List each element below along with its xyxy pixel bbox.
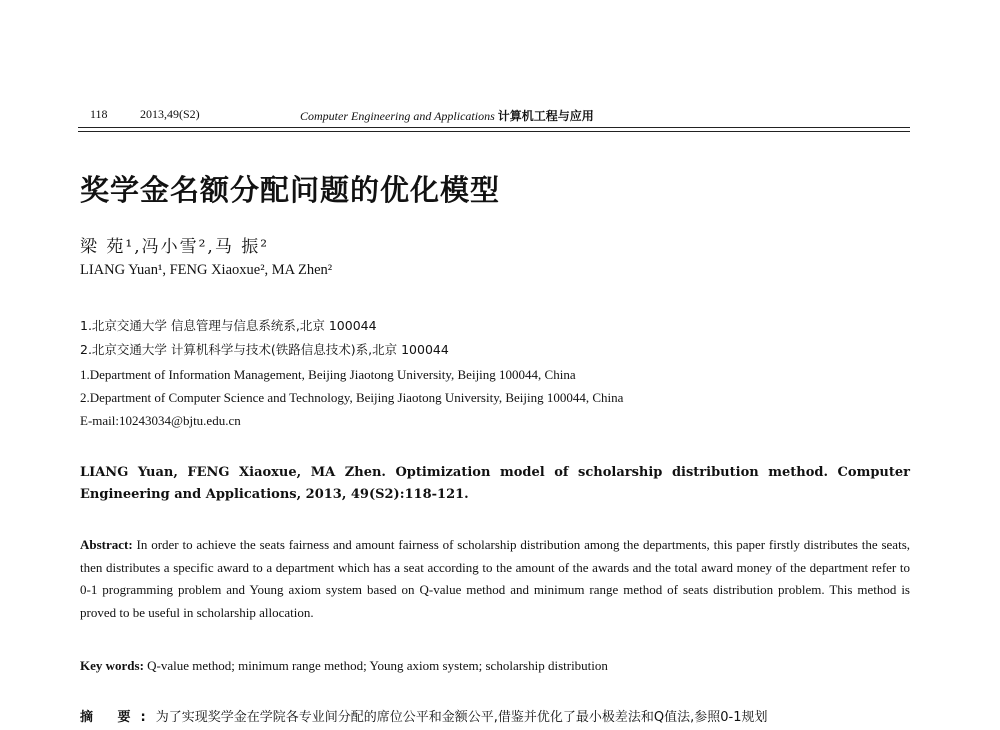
abstract-cn-label: 摘 要:: [80, 710, 156, 725]
affiliation-1-cn: 1.北京交通大学 信息管理与信息系统系,北京 100044: [80, 318, 377, 333]
abstract-cn-text: 为了实现奖学金在学院各专业间分配的席位公平和金额公平,借鉴并优化了最小极差法和Q值法,参照0-1规划: [155, 710, 768, 725]
authors-chinese: 梁 苑¹,冯小雪²,马 振²: [80, 237, 270, 257]
journal-name-en: Computer Engineering and Applications: [300, 109, 495, 123]
journal-name: [300, 107, 594, 124]
affiliation-2-en: 2.Department of Computer Science and Technology, Beijing Jiaotong University, Beijing 100044, China: [80, 390, 624, 405]
keywords-label: Key words:: [80, 658, 144, 673]
affiliation-2-cn: 2.北京交通大学 计算机科学与技术(铁路信息技术)系,北京 100044: [80, 342, 449, 357]
abstract-label: Abstract:: [80, 537, 133, 552]
header-rule-thin: [78, 127, 910, 128]
keywords-text: Q-value method; minimum range method; Young axiom system; scholarship distribution: [147, 658, 608, 673]
abstract-chinese: [80, 706, 940, 725]
abstract: [80, 534, 910, 624]
running-header: [78, 107, 910, 125]
journal-name-cn: 计算机工程与应用: [497, 109, 594, 123]
page-number: 118: [90, 107, 108, 121]
email: E-mail:10243034@bjtu.edu.cn: [80, 413, 241, 428]
volume-info: 2013,49(S2): [140, 107, 200, 121]
citation: LIANG Yuan, FENG Xiaoxue, MA Zhen. Optimization model of scholarship distribution method. Computer Engineering and Applications, 2013, 49(S2):118-121.: [80, 465, 910, 502]
paper-title: 奖学金名额分配问题的优化模型: [80, 173, 501, 207]
keywords: [80, 658, 910, 674]
authors-english: LIANG Yuan¹, FENG Xiaoxue², MA Zhen²: [80, 262, 333, 278]
affiliation-1-en: 1.Department of Information Management, Beijing Jiaotong University, Beijing 100044, China: [80, 367, 576, 382]
abstract-text: In order to achieve the seats fairness and amount fairness of scholarship distribution among the departments, this paper firstly distributes the seats, then distributes a specific award to a department which has a seat according to the amount of the awards and the total award money of the department refer to 0-1 programming problem and Young axiom system based on Q-value method and minimum range method of seats distribution problem. This method is proved to be useful in scholarship allocation.: [80, 537, 911, 620]
header-rule-thick: [78, 131, 910, 132]
